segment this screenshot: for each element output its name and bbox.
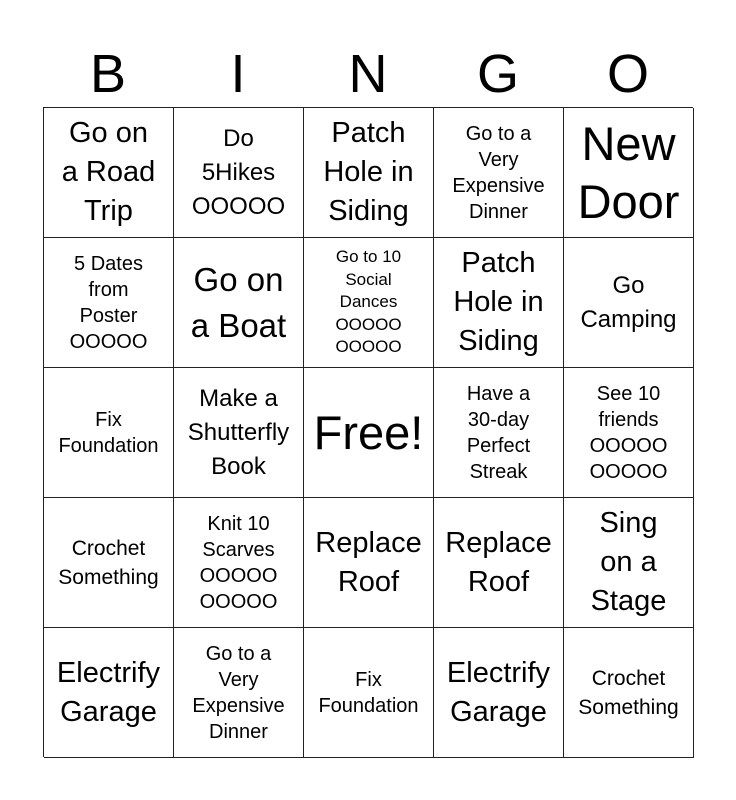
header-letter-b: B xyxy=(89,44,127,104)
bingo-cell-r4-c2[interactable]: Knit 10 Scarves OOOOO OOOOO xyxy=(174,498,304,628)
bingo-grid xyxy=(43,107,693,757)
bingo-cell-r5-c5[interactable]: Crochet Something xyxy=(564,628,694,758)
bingo-cell-r3-c2[interactable]: Make a Shutterfly Book xyxy=(174,368,304,498)
bingo-cell-r4-c5[interactable]: Sing on a Stage xyxy=(564,498,694,628)
bingo-cell-r2-c1[interactable]: 5 Dates from Poster OOOOO xyxy=(44,238,174,368)
bingo-cell-r3-c4[interactable]: Have a 30-day Perfect Streak xyxy=(434,368,564,498)
header-letter-o: O xyxy=(606,44,649,104)
bingo-cell-r4-c3[interactable]: Replace Roof xyxy=(304,498,434,628)
bingo-cell-r4-c4[interactable]: Replace Roof xyxy=(434,498,564,628)
header-letter-n: N xyxy=(348,44,388,104)
bingo-cell-r5-c4[interactable]: Electrify Garage xyxy=(434,628,564,758)
bingo-cell-r2-c3[interactable]: Go to 10 Social Dances OOOOO OOOOO xyxy=(304,238,434,368)
bingo-cell-r1-c2[interactable]: Do 5Hikes OOOOO xyxy=(174,108,304,238)
bingo-cell-r5-c1[interactable]: Electrify Garage xyxy=(44,628,174,758)
bingo-cell-r4-c1[interactable]: Crochet Something xyxy=(44,498,174,628)
bingo-cell-r1-c4[interactable]: Go to a Very Expensive Dinner xyxy=(434,108,564,238)
header-letter-i: I xyxy=(230,44,246,104)
bingo-cell-r1-c3[interactable]: Patch Hole in Siding xyxy=(304,108,434,238)
bingo-cell-r3-c1[interactable]: Fix Foundation xyxy=(44,368,174,498)
bingo-cell-r3-c5[interactable]: See 10 friends OOOOO OOOOO xyxy=(564,368,694,498)
bingo-cell-r2-c2[interactable]: Go on a Boat xyxy=(174,238,304,368)
bingo-cell-r2-c4[interactable]: Patch Hole in Siding xyxy=(434,238,564,368)
bingo-cell-r2-c5[interactable]: Go Camping xyxy=(564,238,694,368)
header-letter-g: G xyxy=(476,44,519,104)
bingo-header xyxy=(43,40,693,108)
bingo-cell-r5-c2[interactable]: Go to a Very Expensive Dinner xyxy=(174,628,304,758)
bingo-cell-r5-c3[interactable]: Fix Foundation xyxy=(304,628,434,758)
bingo-cell-r1-c5[interactable]: New Door xyxy=(564,108,694,238)
bingo-cell-free[interactable]: Free! xyxy=(304,368,434,498)
bingo-cell-r1-c1[interactable]: Go on a Road Trip xyxy=(44,108,174,238)
